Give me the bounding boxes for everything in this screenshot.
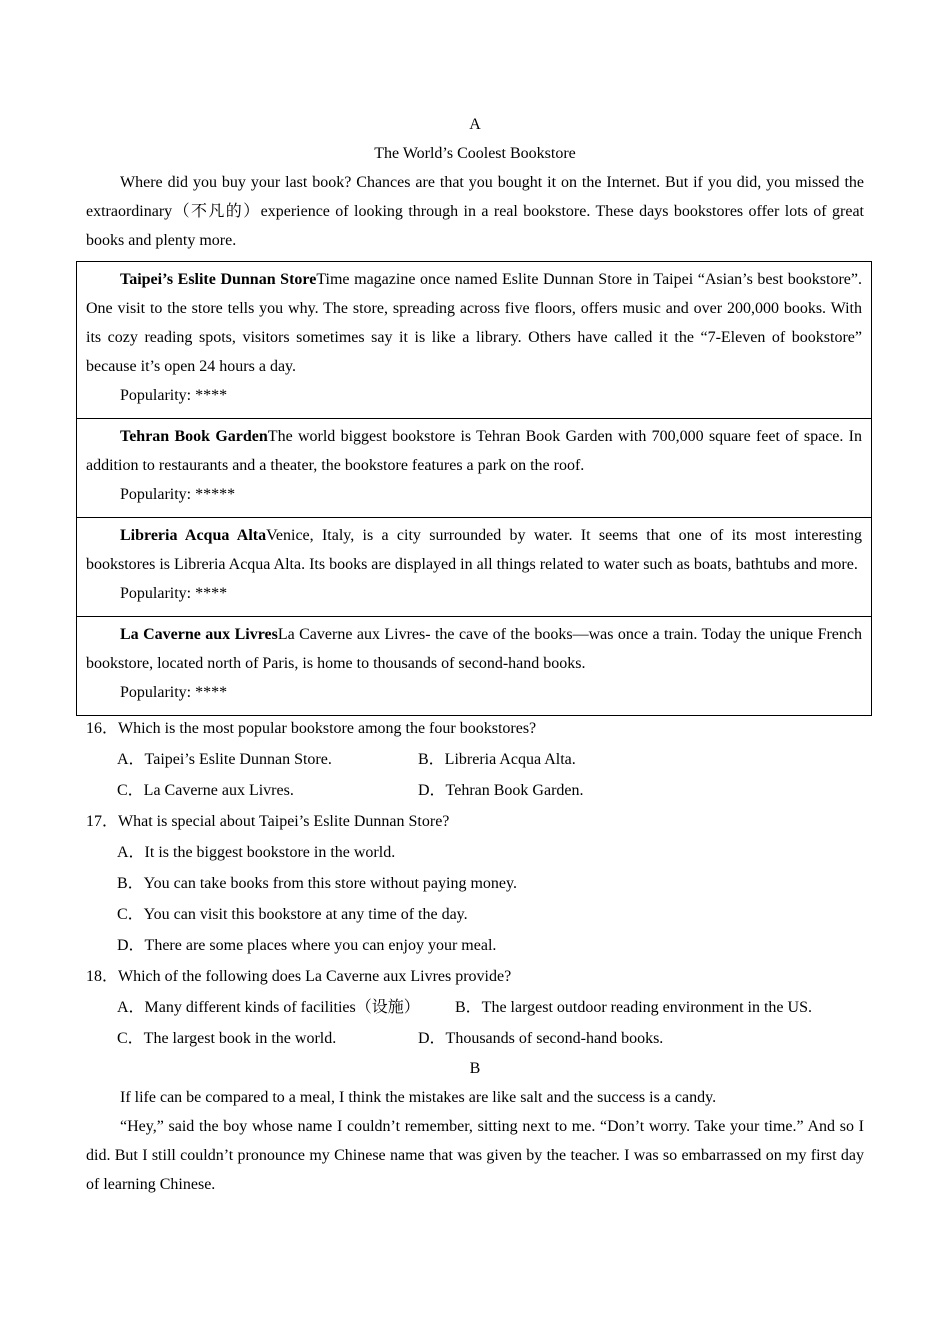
bookstore-entry [77,517,871,616]
option-b: B．Libreria Acqua Alta. [418,751,576,768]
option-c: C．You can visit this bookstore at any time of the day. [117,906,468,923]
question-16-options-row [117,775,864,806]
bookstore-name: Libreria Acqua Alta [120,527,267,544]
bookstore-popularity: Popularity: ***** [120,486,236,503]
bookstore-description: Time magazine once named Eslite Dunnan Store in Taipei “Asian’s best bookstore”. One visit to the store tells you why. The store, spreading across five floors, offers music and over 200,000 books. With its cozy reading spots, visitors sometimes say it is like a library. Others have called it the “7-Eleven of bookstore” because it’s open 24 hours a day. [86,271,863,375]
bookstore-entry [77,418,871,517]
bookstore-popularity: Popularity: **** [120,387,228,404]
question-18-options-row [117,1023,864,1054]
bookstore-name: La Caverne aux Livres [120,626,278,643]
question-16-options-row [117,744,864,775]
option-c: C．La Caverne aux Livres. [117,782,294,799]
bookstore-entry [77,262,871,418]
option-d: D．Tehran Book Garden. [418,782,584,799]
bookstore-popularity: Popularity: **** [120,585,228,602]
option-a: A．Many different kinds of facilities（设施） [117,999,420,1016]
bookstore-popularity: Popularity: **** [120,684,228,701]
section-b-label: B [469,1060,481,1077]
bookstore-description: The world biggest bookstore is Tehran Book Garden with 700,000 square feet of space. In addition to restaurants and a theater, the bookstore features a park on the roof. [86,428,863,474]
section-b-paragraph: “Hey,” said the boy whose name I couldn’t remember, sitting next to me. “Don’t worry. Take your time.” And so I did. But I still couldn’t pronounce my Chinese name that was given by the teacher. I was so embarrassed on my first day of learning Chinese. [86,1118,864,1193]
intro-paragraph: Where did you buy your last book? Chances are that you bought it on the Internet. But if you did, you missed the extraordinary（不凡的）experience of looking through in a real bookstore. These days bookstores offer lots of great books and plenty more. [86,174,864,249]
option-b: B．You can take books from this store without paying money. [117,875,517,892]
option-c: C．The largest book in the world. [117,1030,337,1047]
section-b-paragraph: If life can be compared to a meal, I think the mistakes are like salt and the success is a candy. [120,1089,717,1106]
bookstore-entry [77,616,871,715]
option-d: D．There are some places where you can enjoy your meal. [117,937,497,954]
option-a: A．Taipei’s Eslite Dunnan Store. [117,751,332,768]
option-d: D．Thousands of second-hand books. [418,1030,664,1047]
section-a-label: A [469,116,481,133]
bookstore-name: Taipei’s Eslite Dunnan Store [120,271,317,288]
passage-title: The World’s Coolest Bookstore [374,145,576,162]
bookstore-table [76,261,872,716]
option-b: B．The largest outdoor reading environment in the US. [455,999,812,1016]
bookstore-name: Tehran Book Garden [120,428,268,445]
question-18-options-row [117,992,864,1023]
question-16: 16．Which is the most popular bookstore among the four bookstores? [86,720,537,737]
bookstore-description: Venice, Italy, is a city surrounded by water. It seems that one of its most interesting bookstores is Libreria Acqua Alta. Its books are displayed in all things related to water such as boats, bathtubs and more. [86,527,862,573]
option-a: A．It is the biggest bookstore in the world. [117,844,396,861]
bookstore-description: La Caverne aux Livres- the cave of the books—was once a train. Today the unique French bookstore, located north of Paris, is home to thousands of second-hand books. [86,626,863,672]
document-page [86,110,864,1199]
question-18: 18．Which of the following does La Caverne aux Livres provide? [86,968,512,985]
question-17: 17．What is special about Taipei’s Eslite Dunnan Store? [86,813,450,830]
